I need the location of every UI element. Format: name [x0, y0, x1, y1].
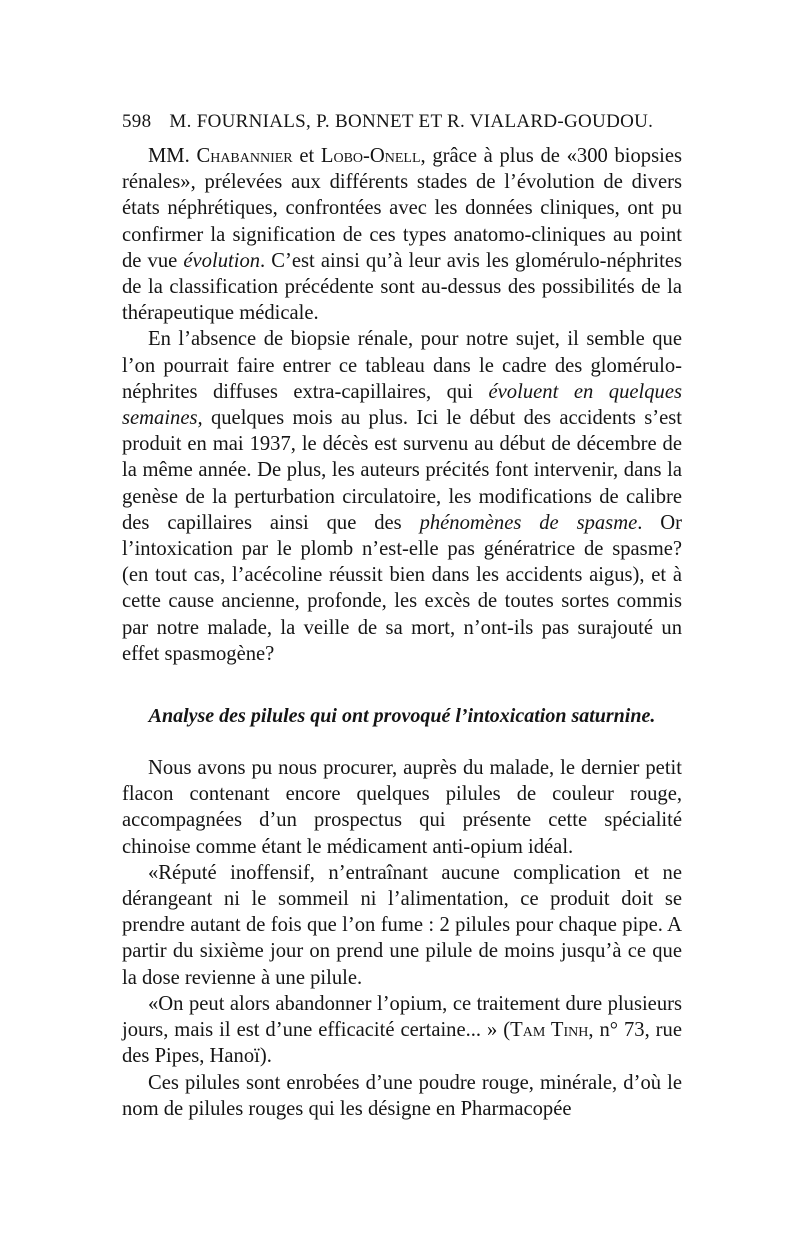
paragraph-1-text-d: . C’est ainsi qu’à leur avis les glomérulo-néphrites de la classification précédente sont au-dessus des possibilités de la thérapeutique médicale.: [122, 249, 682, 325]
header-authors: M. FOURNIALS, P. BONNET ET R. VIALARD-GOUDOU.: [169, 111, 654, 132]
paragraph-3: Nous avons pu nous procurer, auprès du malade, le dernier petit flacon contenant encore quelques pilules de couleur rouge, accompagnées d’un prospectus qui présente cette spécialité chinoise comme étant le médicament anti-opium idéal.: [122, 757, 682, 858]
paragraph-1-text-a: MM.: [148, 145, 197, 167]
paragraph-2-text-b: quelques mois au plus. Ici le début des accidents s’est produit en mai 1937, le décès est survenu au début de décembre de la même année. De plus, les auteurs précités font intervenir, dans la genèse de la perturbation circulatoire, les modifications de calibre des capillaires ainsi que des: [122, 407, 682, 534]
paragraph-1-text-c: , grâce à plus de «300 biopsies rénales», prélevées aux différents stades de l’évolution de divers états néphrétiques, confrontées avec les données cliniques, ont pu confirmer la signification de ces types anatomo-cliniques au point de vue: [122, 145, 682, 272]
document-page: [122, 108, 682, 1122]
author-name-chabannier: Chabannier: [196, 145, 293, 167]
paragraph-1-text-b: et: [292, 145, 321, 167]
paragraph-6: Ces pilules sont enrobées d’une poudre rouge, minérale, d’où le nom de pilules rouges qui les désigne en Pharmacopée: [122, 1071, 682, 1120]
paragraph-2-emphasis-1: évoluent en quelques semaines,: [122, 380, 682, 430]
author-name-lobo-onell: Lobo-Onell: [320, 145, 421, 167]
page-number: 598: [122, 111, 152, 132]
paragraph-2-text-a: En l’absence de biopsie rénale, pour notre sujet, il semble que l’on pourrait faire entrer ce tableau dans le cadre des glomérulo-néphrites diffuses extra-capillaires, qui: [122, 328, 682, 403]
paragraph-5-text-b: , n° 73, rue des Pipes, Hanoï).: [122, 1019, 682, 1068]
paragraph-1-emphasis: évolution: [183, 249, 261, 272]
paragraph-1: [122, 143, 682, 326]
running-header: [122, 108, 682, 136]
paragraph-2-text-c: . Or l’intoxication par le plomb n’est-elle pas génératrice de spasme? (en tout cas, l’acécoline réussit bien dans les accidents aigus), et à cette cause ancienne, profonde, les excès de toutes sortes commis par notre malade, la veille de sa mort, n’ont-ils pas surajouté un effet spasmogène?: [122, 511, 682, 665]
paragraph-5-text-a: «On peut alors abandonner l’opium, ce traitement dure plusieurs jours, mais il est d’une efficacité certaine... » (: [122, 992, 682, 1042]
source-name-tam-tinh: Tam Tinh: [510, 1019, 589, 1042]
paragraph-4-quote: «Réputé inoffensif, n’entraînant aucune complication et ne dérangeant ni le sommeil ni l’alimentation, ce produit doit se prendre autant de fois que l’on fume : 2 pilules pour chaque pipe. A partir du sixième jour on prend une pilule de moins jusqu’à ce que la dose revienne à une pilule.: [122, 861, 682, 989]
paragraph-2-emphasis-2: phénomènes de spasme: [419, 511, 638, 534]
paragraph-5-quote: [122, 991, 682, 1070]
section-title: Analyse des pilules qui ont provoqué l’intoxication saturnine.: [148, 705, 656, 728]
paragraph-2: [122, 326, 682, 667]
